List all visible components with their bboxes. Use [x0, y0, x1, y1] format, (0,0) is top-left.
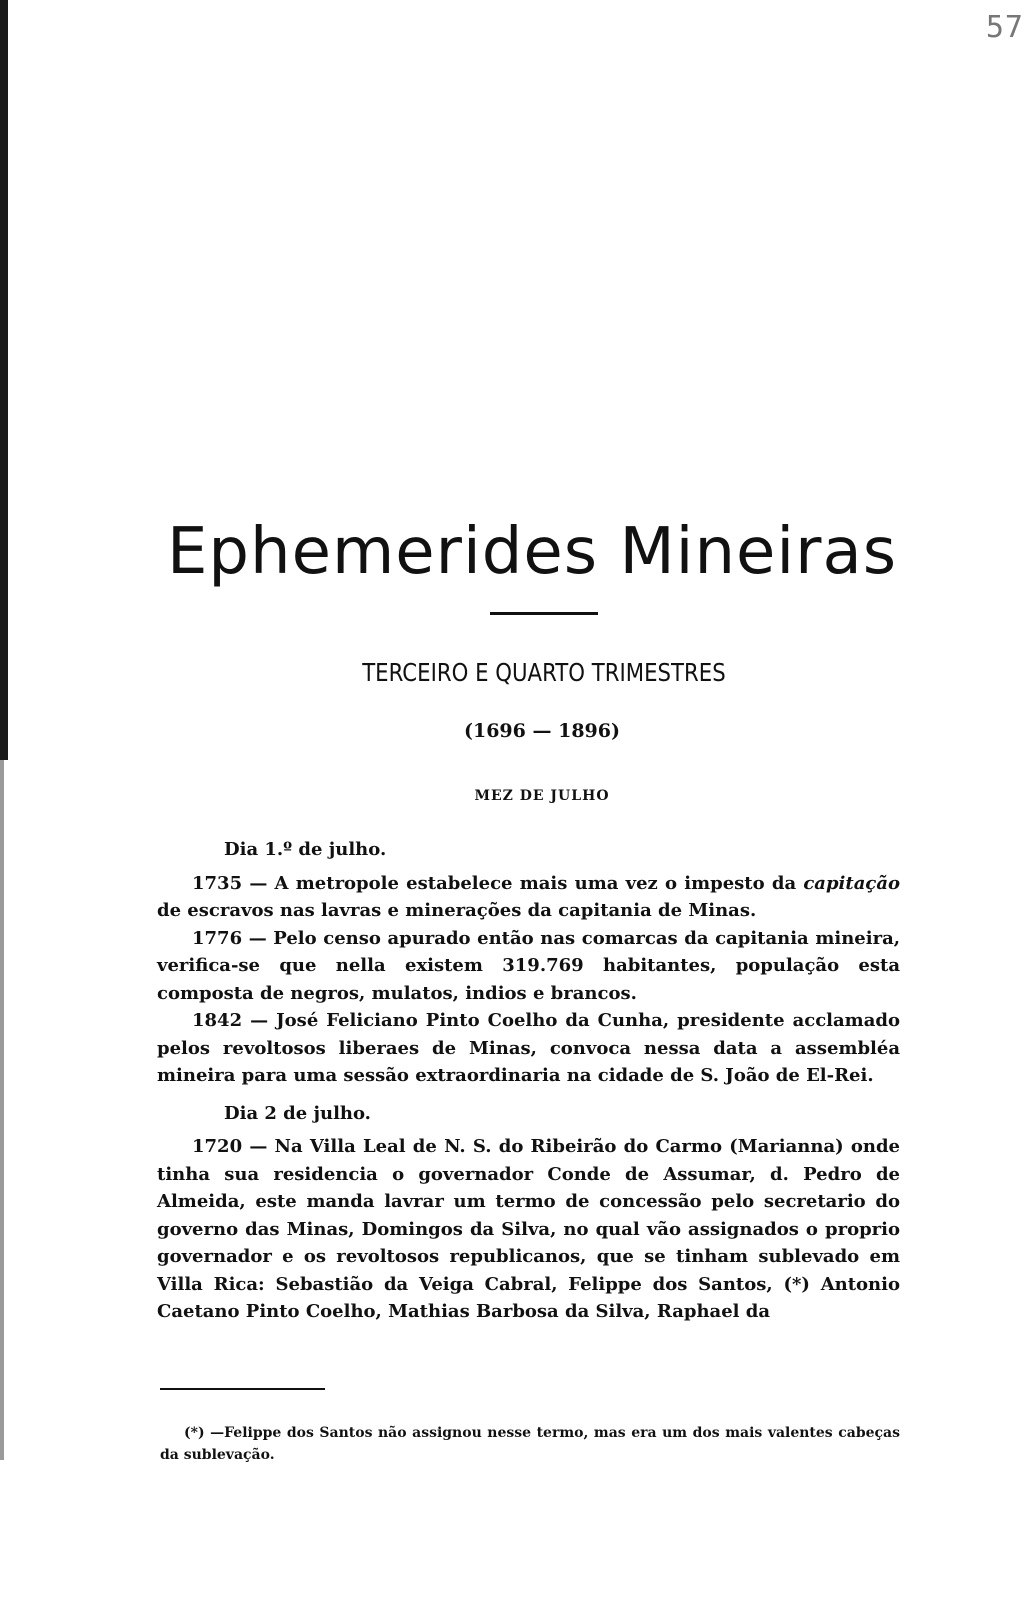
- day-heading: Dia 1.º de julho.: [224, 839, 387, 860]
- body-text: [157, 836, 900, 1326]
- scan-binding-shadow: [0, 760, 4, 1460]
- entry-text: 1735 — A metropole estabelece mais uma vez o impesto da: [192, 872, 804, 894]
- footnote-divider: [160, 1388, 325, 1390]
- page-title: Ephemerides Mineiras: [166, 514, 898, 589]
- title-divider: [490, 612, 598, 615]
- entry-1735: [157, 870, 900, 925]
- entry-text: de escravos nas lavras e minerações da capitania de Minas.: [157, 900, 757, 921]
- entry-1776: 1776 — Pelo censo apurado então nas comarcas da capitania mineira, verifica-se que nella existem 319.769 habitantes, população esta composta de negros, mulatos, indios e brancos.: [157, 927, 900, 1004]
- entry-italic-term: capitação: [803, 872, 900, 894]
- year-range: (1696 — 1896): [464, 720, 620, 742]
- scan-binding-edge: [0, 0, 8, 760]
- subtitle: TERCEIRO E QUARTO TRIMESTRES: [362, 658, 726, 687]
- page-number: 57: [985, 10, 1024, 45]
- entry-1842: 1842 — José Feliciano Pinto Coelho da Cunha, presidente acclamado pelos revoltosos liberaes de Minas, convoca nessa data a assembléa mineira para uma sessão extraordinaria na cidade de S. João de El-Rei.: [157, 1010, 900, 1086]
- month-heading: MEZ DE JULHO: [474, 788, 610, 804]
- footnote: (*) —Felippe dos Santos não assignou nesse termo, mas era um dos mais valentes cabeças da sublevação.: [160, 1425, 900, 1463]
- day-heading: Dia 2 de julho.: [224, 1102, 371, 1124]
- entry-1720: 1720 — Na Villa Leal de N. S. do Ribeirão do Carmo (Marianna) onde tinha sua residencia o governador Conde de Assumar, d. Pedro de Almeida, este manda lavrar um termo de concessão pelo secretario do governo das Minas, Domingos da Silva, no qual vão assignados o proprio governador e os revoltosos republicanos, que se tinham sublevado em Villa Rica: Sebastião da Veiga Cabral, Felippe dos Santos, (*) Antonio Caetano Pinto Coelho, Mathias Barbosa da Silva, Raphael da: [157, 1136, 900, 1322]
